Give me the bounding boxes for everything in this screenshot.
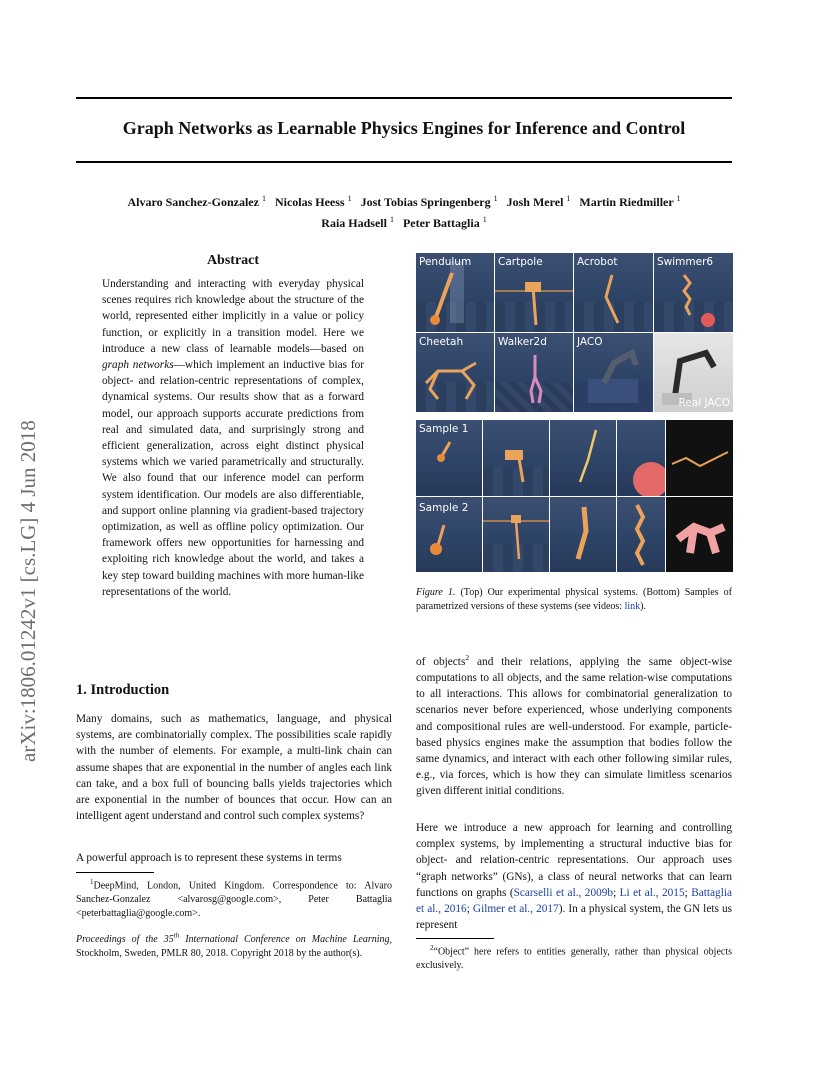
- abstract-heading: Abstract: [206, 253, 260, 268]
- author: Josh Merel: [506, 195, 564, 209]
- right-p2-text-cont: ). In a physical system, the GN lets us represent: [416, 903, 732, 932]
- acrobot-cell: [574, 253, 653, 332]
- author: Jost Tobias Springenberg: [360, 195, 491, 209]
- section-heading-introduction: 1. Introduction: [76, 682, 170, 698]
- label-real-jaco: Real JACO: [678, 397, 730, 409]
- author: Alvaro Sanchez-Gonzalez: [127, 195, 259, 209]
- author-line-1: [76, 190, 732, 211]
- affiliation-mark: 1: [261, 194, 266, 203]
- footnote-rule-left: [76, 872, 154, 873]
- footnote-text: “Object” here refers to entities generally, rather than physical objects exclusively.: [416, 946, 732, 972]
- affiliation-mark: 1: [347, 194, 352, 203]
- sample2-cartpole: [483, 497, 549, 572]
- sample-sketch: [483, 420, 549, 496]
- title-bottom-rule: [76, 161, 732, 163]
- author-line-2: [76, 211, 732, 232]
- affiliation-mark: 1: [482, 215, 487, 224]
- label-swimmer6: Swimmer6: [657, 256, 714, 268]
- proceedings-sup: th: [173, 932, 180, 940]
- label-cartpole: Cartpole: [498, 256, 543, 268]
- footnote-ref-2[interactable]: 2: [465, 653, 470, 662]
- label-cheetah: Cheetah: [419, 336, 464, 348]
- label-walker2d: Walker2d: [498, 336, 547, 348]
- footnote-affiliation: [76, 876, 392, 921]
- label-acrobot: Acrobot: [577, 256, 618, 268]
- sample1-acrobot: [550, 420, 616, 496]
- jaco-cell: [574, 333, 653, 412]
- proceedings-note: [76, 930, 392, 961]
- proceedings-rest: , Stockholm, Sweden, PMLR 80, 2018. Copyright 2018 by the author(s).: [76, 934, 392, 960]
- intro-paragraph-2: A powerful approach is to represent these systems in terms: [76, 852, 342, 864]
- author: Nicolas Heess: [274, 195, 345, 209]
- figure-top-panel: [416, 253, 733, 412]
- sample-sketch: [666, 497, 733, 572]
- sample2-cheetah: [666, 497, 733, 572]
- label-jaco: JACO: [577, 336, 603, 348]
- right-p1-text: of objects: [416, 655, 466, 668]
- label-sample-1: Sample 1: [419, 423, 469, 435]
- right-p2-text: Here we introduce a new approach for learning and controlling complex systems, by implementing a structural inductive bias for object- and relation-centric representations. Our approach uses “graph networks” (GNs), a class of neural networks that can learn functions on graphs (: [416, 822, 732, 899]
- citation-link[interactable]: Li et al., 2015: [619, 886, 685, 899]
- footnote-mark: 1: [90, 878, 94, 886]
- real-jaco-cell: [654, 333, 733, 412]
- sample-sketch: [666, 420, 733, 496]
- sample-sketch: [617, 420, 665, 496]
- right-paragraph-1: [416, 650, 732, 800]
- swimmer6-cell: [654, 253, 733, 332]
- citation-link[interactable]: Gilmer et al., 2017: [472, 903, 559, 916]
- pendulum-cell: [416, 253, 494, 332]
- right-p1-text-cont: and their relations, applying the same object-wise computations to all objects, and the same relation-wise computations to all interactions. This allows for combinatorial generalization to scenarios never before experienced, whose underlying components and compositional rules are well-understood. For example, particle-based physics engines make the assumption that bodies follow the same dynamics, and interact with each other following similar rules, e.g., via forces, which is how they can simulate limitless scenarios given different initial conditions.: [416, 655, 733, 798]
- affiliation-mark: 1: [566, 194, 571, 203]
- abstract-body: [102, 276, 364, 600]
- figure-caption: [416, 586, 732, 614]
- abstract-emphasis: graph networks: [102, 359, 174, 372]
- proceedings-venue: International Conference on Machine Learning: [179, 934, 390, 946]
- abstract-text-cont: —which implement an inductive bias for object- and relation-centric representations of complex, dynamical systems. Our results show that as a forward model, our approach supports accurate predictions from real and simulated data, and surprisingly strong and efficient generalization, across eight distinct physical systems which we varied parametrically and structurally. We also found that our inference model can perform system identification. Our models are also differentiable, and support online planning via gradient-based trajectory optimization, as well as offline policy optimization. Our framework offers new opportunities for harnessing and exploiting rich knowledge about the world, and takes a key step toward building machines with more human-like representations of the world.: [102, 359, 364, 598]
- affiliation-mark: 1: [493, 194, 498, 203]
- label-pendulum: Pendulum: [419, 256, 472, 268]
- cheetah-cell: [416, 333, 494, 412]
- sample2-acrobot: [550, 497, 616, 572]
- arxiv-stamp: arXiv:1806.01242v1 [cs.LG] 4 Jun 2018: [16, 420, 40, 762]
- video-link[interactable]: link: [624, 600, 641, 612]
- figure-samples-panel: [416, 420, 733, 572]
- sample-sketch: [483, 497, 549, 572]
- sample-sketch: [550, 497, 616, 572]
- proceedings-text: Proceedings of the 35: [76, 934, 174, 946]
- abstract-text: Understanding and interacting with everyday physical scenes requires rich knowledge about the structure of the world, represented either implicitly in a value or policy function, or explicitly in a transition model. Here we introduce a new class of learnable models—based on: [102, 278, 364, 355]
- sample2-swimmer: [617, 497, 665, 572]
- author: Peter Battaglia: [402, 216, 480, 230]
- sample-sketch: [617, 497, 665, 572]
- top-rule: [76, 97, 732, 99]
- caption-label: Figure 1.: [416, 587, 456, 598]
- walker2d-cell: [495, 333, 573, 412]
- author-list: [76, 190, 732, 232]
- sample1-cheetah: [666, 420, 733, 496]
- footnote-mark: 2: [430, 944, 434, 952]
- sample-sketch: [550, 420, 616, 496]
- intro-paragraph-1: Many domains, such as mathematics, language, and physical systems, are combinatorially complex. The possibilities scale rapidly with the number of elements. For example, a multi-link chain can assume shapes that are exponential in the number of angles each link can take, and a box full of bouncing balls yields trajectories which are exponential in the number of bounces that occur. How can an intelligent agent understand and control such complex systems?: [76, 713, 392, 823]
- paper-title: Graph Networks as Learnable Physics Engines for Inference and Control: [122, 118, 686, 138]
- caption-end: ).: [640, 600, 646, 612]
- footnote-object: [416, 942, 732, 973]
- affiliation-mark: 1: [389, 215, 394, 224]
- right-paragraph-2: Here we introduce a new approach for learning and controlling complex systems, by implementing a structural inductive bias for object- and relation-centric representations. Our approach uses “graph networks” (GNs), a class of neural networks that can learn functions on graphs (Scarselli et al., 2009b; Li et al., 2015; Battaglia et al., 2016; Gilmer et al., 2017). In a physical system, the GN lets us represent: [416, 822, 732, 932]
- label-sample-2: Sample 2: [419, 502, 469, 514]
- author: Raia Hadsell: [321, 216, 387, 230]
- footnote-text: DeepMind, London, United Kingdom. Correspondence to: Alvaro Sanchez-Gonzalez <alvarosg@google.com>, Peter Battaglia <peterbattaglia@google.com>.: [76, 880, 392, 919]
- cartpole-cell: [495, 253, 573, 332]
- arxiv-stamp-container: [14, 296, 44, 762]
- footnote-rule-right: [416, 938, 494, 939]
- figure-1: [416, 253, 733, 572]
- affiliation-mark: 1: [676, 194, 681, 203]
- caption-text: (Top) Our experimental physical systems. (Bottom) Samples of parametrized versions of these systems (see videos:: [416, 587, 732, 612]
- author: Martin Riedmiller: [579, 195, 674, 209]
- citation-link[interactable]: Scarselli et al., 2009b: [513, 886, 614, 899]
- citation-link[interactable]: Battaglia et al., 2016: [416, 886, 732, 916]
- sample1-cartpole: [483, 420, 549, 496]
- sample1-swimmer: [617, 420, 665, 496]
